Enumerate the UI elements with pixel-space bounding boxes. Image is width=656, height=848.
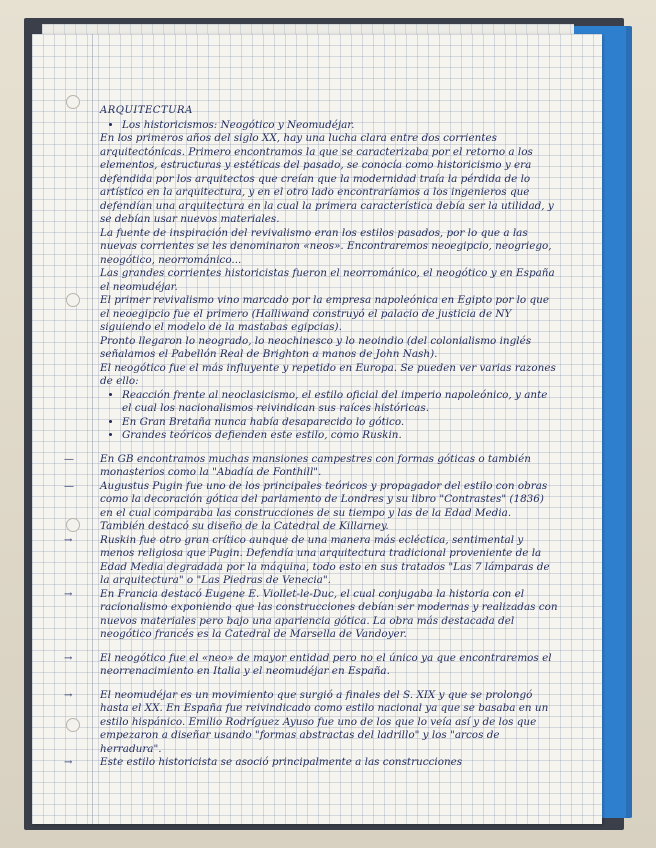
arrow-icon: → <box>64 757 73 768</box>
paragraph-gb: En GB encontramos muchas mansiones campestres con formas góticas o también monasterios como la "Abadía de Fonthill". <box>100 452 531 478</box>
intro-bullet: • Los historicismos: Neogótico y Neomudéjar. <box>122 119 558 133</box>
arrow-icon: → <box>64 534 73 546</box>
arrow-icon: → <box>64 588 73 600</box>
paragraph-neogothic-reasons: El neogótico fue el más influyente y repetido en Europa. Se pueden ver varias razones de ello: <box>100 361 556 387</box>
paragraph-pugin: Augustus Pugin fue uno de los principales teóricos y propagador del estilo con obras como la decoración gótica del parlamento de Londres y su libro "Contrastes" (1836) en el cual comparaba las construcciones de su tiempo y las de la Edad Media. También destacó su diseño de la Catedral de Killarney. <box>100 479 548 532</box>
paragraph-france: En Francia destacó Eugene E. Viollet-le-Duc, el cual conjugaba la historia con el racionalismo exponiendo que las construcciones debían ser modernas y realizadas con nuevos materiales pero bajo una apariencia gótica. La obra más destacada del neogótico francés es la Catedral de Marsella de Vandoyer. <box>100 587 558 640</box>
punch-hole-top <box>66 95 80 109</box>
paragraph-neoegyptian: El primer revivalismo vino marcado por la empresa napoleónica en Egipto por lo que el neoegipcio fue el primero (Halliwand construyó el palacio de justicia de NY siguiendo el modelo de la mastabas egipcias). <box>100 294 549 333</box>
paragraph-neos: La fuente de inspiración del revivalismo eran los estilos pasados, por lo que a las nuevas corrientes se les denominaron «neos». Encontraremos neoegipcio, neogriego, neogótico, neorrománico... <box>100 226 552 266</box>
page-heading: ARQUITECTURA <box>100 105 193 116</box>
reason-item: • En Gran Bretaña nunca había desaparecido lo gótico. <box>122 416 558 430</box>
arrow-icon: → <box>64 652 73 664</box>
reason-item: • Grandes teóricos defienden este estilo, como Ruskin. <box>122 429 558 443</box>
arrow-icon: — <box>64 480 74 492</box>
arrow-icon: → <box>64 689 73 701</box>
reason-item: • Reacción frente al neoclasicismo, el estilo oficial del imperio napoleónico, y ante el cual los nacionalismos reivindican sus raíces históricas. <box>122 389 558 416</box>
reasons-list <box>100 389 558 443</box>
punch-hole-bottom <box>66 718 80 732</box>
punch-hole-upper-middle <box>66 293 80 307</box>
paragraph-ruskin: Ruskin fue otro gran crítico aunque de una manera más ecléctica, sentimental y menos religiosa que Pugin. Defendía una arquitectura tradicional proveniente de la Edad Media degradada por la máquina, todo esto en sus tratados "Las 7 lámparas de la arquitectura" o "Las Piedras de Venecia". <box>100 533 550 586</box>
arrow-icon: — <box>64 453 74 465</box>
punch-hole-lower-middle <box>66 518 80 532</box>
paragraph-main-currents: Las grandes corrientes historicistas fueron el neorrománico, el neogótico y en España el neomudéjar. <box>100 267 555 293</box>
paragraph-neogothic-main: El neogótico fue el «neo» de mayor entidad pero no el único ya que encontraremos el neorrenacimiento en Italia y el neomudéjar en España. <box>100 651 552 677</box>
intro-list <box>100 119 558 133</box>
paragraph-neomudejar: El neomudéjar es un movimiento que surgió a finales del S. XIX y que se prolongó hasta el XX. En España fue reivindicado como estilo nacional ya que se basaba en un estilo hispánico. Emilio Rodríguez Ayuso fue uno de los que lo veía así y de los que empezaron a diseñar usando "formas abstractas del ladrillo" y los "arcos de herradura". <box>100 688 549 755</box>
paragraph-colonial: Pronto llegaron lo neogrado, lo neochinesco y lo neoindio (del colonialismo inglés señalamos el Pabellón Real de Brighton a manos de John Nash). <box>100 334 532 360</box>
handwritten-notes <box>64 104 558 770</box>
paragraph-historicism: En los primeros años del siglo XX, hay una lucha clara entre dos corrientes arquitectónicas. Primero encontramos la que se caracterizaba por el retorno a los elementos, estructuras y estéticas del pasado, se conocía como historicismo y era defendida por los arquitectos que creían que la modernidad traía la pérdida de lo artístico en la arquitectura, y en el otro lado encontraríamos a los ingenieros que defendían una arquitectura en la cual la primera característica debía ser la utilidad, y se debían usar nuevos materiales. <box>100 132 554 225</box>
paragraph-construction: Este estilo historicista se asoció principalmente a las construcciones <box>100 756 463 768</box>
page-margin-line <box>92 34 93 824</box>
